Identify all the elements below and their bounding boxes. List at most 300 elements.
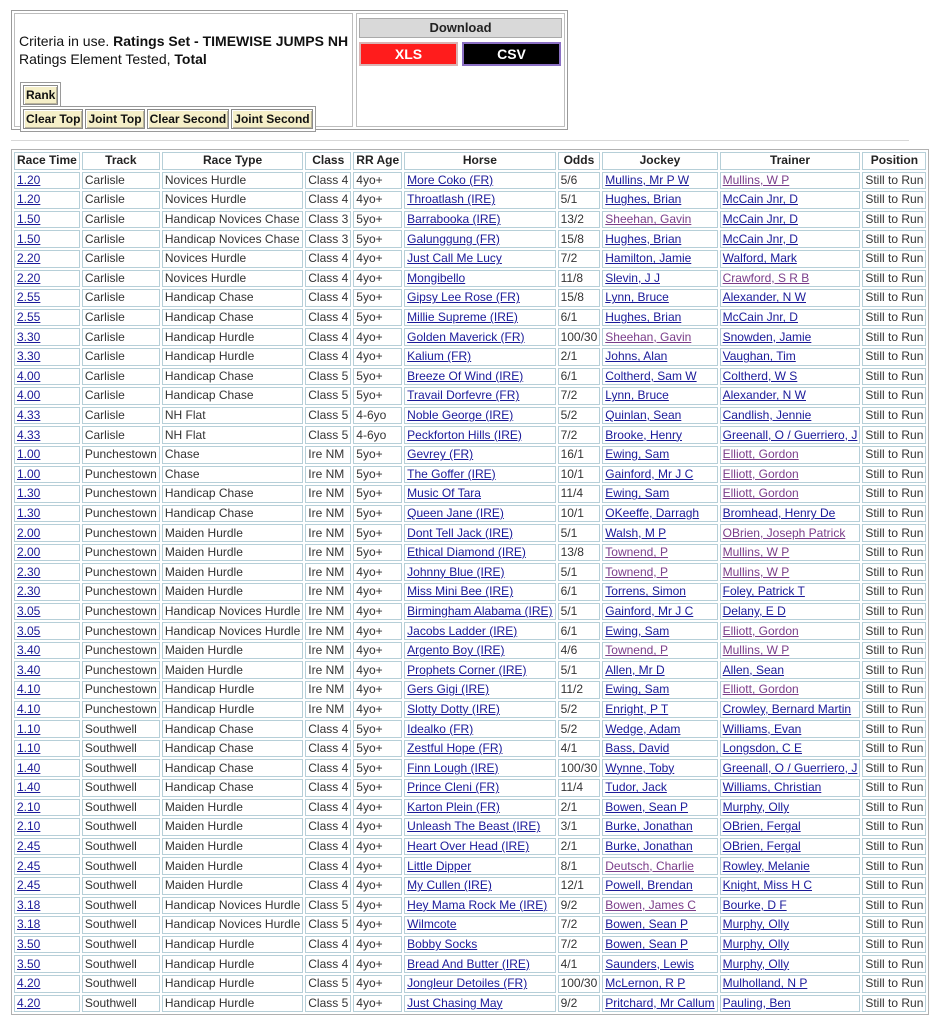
race-time-link[interactable]: 2.30 (17, 584, 41, 599)
horse-link[interactable]: Travail Dorfevre (FR) (407, 388, 520, 403)
jockey-link[interactable]: Townend, P (605, 643, 668, 658)
cell-track: Punchestown (82, 524, 160, 542)
jockey-link[interactable]: Coltherd, Sam W (605, 368, 697, 383)
cell-track: Southwell (82, 740, 160, 758)
cell-race-type: Maiden Hurdle (162, 857, 303, 875)
cell-jockey (602, 936, 717, 954)
cell-odds: 11/4 (558, 779, 601, 797)
cell-race-time (14, 211, 80, 229)
cell-horse (404, 524, 555, 542)
race-time-link[interactable]: 1.30 (17, 486, 41, 501)
clear-top-button[interactable]: Clear Top (23, 109, 83, 129)
cell-class: Class 4 (305, 955, 351, 973)
trainer-link[interactable]: Longsdon, C E (722, 741, 803, 756)
cell-jockey (602, 622, 717, 640)
trainer-link[interactable]: Mullins, W P (722, 545, 790, 560)
trainer-link[interactable]: Greenall, O / Guerriero, J (722, 427, 858, 442)
race-time-link[interactable]: 4.10 (17, 701, 41, 716)
cell-race-time (14, 172, 80, 190)
jockey-link[interactable]: McLernon, R P (605, 976, 686, 991)
horse-link[interactable]: Just Chasing May (407, 995, 503, 1010)
column-header-jockey: Jockey (602, 152, 717, 170)
jockey-link[interactable]: Bowen, Sean P (605, 799, 688, 814)
race-time-link[interactable]: 3.40 (17, 643, 41, 658)
table-row (14, 622, 926, 640)
horse-link[interactable]: Galunggung (FR) (407, 231, 500, 246)
header-row (14, 152, 926, 170)
horse-link[interactable]: Mongibello (407, 270, 466, 285)
race-time-link[interactable]: 4.10 (17, 682, 41, 697)
race-time-link[interactable]: 2.10 (17, 799, 41, 814)
race-time-link[interactable]: 1.50 (17, 212, 41, 227)
jockey-link[interactable]: Johns, Alan (605, 349, 668, 364)
column-header-trainer: Trainer (720, 152, 861, 170)
cell-trainer (720, 818, 861, 836)
jockey-link[interactable]: Gainford, Mr J C (605, 466, 694, 481)
jockey-link[interactable]: Hamilton, Jamie (605, 251, 692, 266)
jockey-link[interactable]: Wedge, Adam (605, 721, 681, 736)
cell-jockey (602, 328, 717, 346)
joint-second-button[interactable]: Joint Second (231, 109, 312, 129)
cell-track: Carlisle (82, 387, 160, 405)
trainer-link[interactable]: Candlish, Jennie (722, 408, 812, 423)
race-time-link[interactable]: 4.33 (17, 408, 41, 423)
trainer-link[interactable]: McCain Jnr, D (722, 231, 798, 246)
trainer-link[interactable]: Bromhead, Henry De (722, 505, 836, 520)
horse-link[interactable]: Hey Mama Rock Me (IRE) (407, 897, 548, 912)
cell-race-type: Handicap Chase (162, 485, 303, 503)
horse-link[interactable]: Little Dipper (407, 858, 472, 873)
jockey-link[interactable]: Ewing, Sam (605, 447, 670, 462)
cell-jockey (602, 289, 717, 307)
cell-jockey (602, 250, 717, 268)
cell-position: Still to Run (862, 563, 926, 581)
download-xls-button[interactable]: XLS (359, 42, 458, 66)
jockey-link[interactable]: Pritchard, Mr Callum (605, 995, 715, 1010)
race-time-link[interactable]: 2.00 (17, 545, 41, 560)
trainer-link[interactable]: Alexander, N W (722, 290, 806, 305)
cell-race-type: Handicap Novices Hurdle (162, 622, 303, 640)
cell-jockey (602, 720, 717, 738)
jockey-link[interactable]: Mullins, Mr P W (605, 172, 690, 187)
jockey-link[interactable]: Bowen, James C (605, 897, 696, 912)
horse-link[interactable]: Heart Over Head (IRE) (407, 839, 530, 854)
cell-race-type: Handicap Novices Hurdle (162, 897, 303, 915)
horse-link[interactable]: Johnny Blue (IRE) (407, 564, 505, 579)
trainer-link[interactable]: Murphy, Olly (722, 799, 790, 814)
cell-jockey (602, 172, 717, 190)
jockey-link[interactable]: Bass, David (605, 741, 670, 756)
cell-race-type: Chase (162, 466, 303, 484)
horse-link[interactable]: The Goffer (IRE) (407, 466, 496, 481)
cell-track: Carlisle (82, 211, 160, 229)
cell-race-time (14, 955, 80, 973)
cell-position: Still to Run (862, 642, 926, 660)
cell-race-time (14, 661, 80, 679)
cell-rr-age: 5yo+ (353, 740, 402, 758)
cell-horse (404, 975, 555, 993)
cell-jockey (602, 524, 717, 542)
race-time-link[interactable]: 4.00 (17, 368, 41, 383)
table-row (14, 211, 926, 229)
trainer-link[interactable]: Vaughan, Tim (722, 349, 796, 364)
race-time-link[interactable]: 4.00 (17, 388, 41, 403)
race-time-link[interactable]: 4.20 (17, 995, 41, 1010)
horse-link[interactable]: Idealko (FR) (407, 721, 474, 736)
jockey-link[interactable]: Enright, P T (605, 701, 669, 716)
trainer-link[interactable]: Murphy, Olly (722, 937, 790, 952)
cell-jockey (602, 544, 717, 562)
cell-race-time (14, 426, 80, 444)
cell-odds: 15/8 (558, 289, 601, 307)
race-time-link[interactable]: 1.40 (17, 760, 41, 775)
horse-link[interactable]: Kalium (FR) (407, 349, 472, 364)
cell-position: Still to Run (862, 995, 926, 1013)
race-time-link[interactable]: 3.30 (17, 329, 41, 344)
column-header-class: Class (305, 152, 351, 170)
cell-position: Still to Run (862, 387, 926, 405)
trainer-link[interactable]: McCain Jnr, D (722, 310, 798, 325)
cell-race-time (14, 622, 80, 640)
race-time-link[interactable]: 3.40 (17, 662, 41, 677)
cell-race-type: Handicap Chase (162, 368, 303, 386)
trainer-link[interactable]: Elliott, Gordon (722, 447, 799, 462)
cell-jockey (602, 642, 717, 660)
jockey-link[interactable]: Lynn, Bruce (605, 290, 669, 305)
race-time-link[interactable]: 1.00 (17, 466, 41, 481)
cell-rr-age: 5yo+ (353, 230, 402, 248)
cell-horse (404, 505, 555, 523)
horse-link[interactable]: Just Call Me Lucy (407, 251, 502, 266)
trainer-link[interactable]: Alexander, N W (722, 388, 806, 403)
cell-horse (404, 289, 555, 307)
jockey-link[interactable]: Hughes, Brian (605, 310, 682, 325)
trainer-link[interactable]: Greenall, O / Guerriero, J (722, 760, 858, 775)
cell-class: Class 5 (305, 387, 351, 405)
race-time-link[interactable]: 3.50 (17, 937, 41, 952)
column-header-race-time: Race Time (14, 152, 80, 170)
trainer-link[interactable]: Williams, Evan (722, 721, 802, 736)
cell-position: Still to Run (862, 720, 926, 738)
cell-position: Still to Run (862, 446, 926, 464)
race-time-link[interactable]: 3.30 (17, 349, 41, 364)
trainer-link[interactable]: Mullins, W P (722, 564, 790, 579)
cell-jockey (602, 191, 717, 209)
cell-odds: 7/2 (558, 426, 601, 444)
horse-link[interactable]: Prophets Corner (IRE) (407, 662, 527, 677)
trainer-link[interactable]: Knight, Miss H C (722, 878, 812, 893)
jockey-link[interactable]: Walsh, M P (605, 525, 667, 540)
race-time-link[interactable]: 2.30 (17, 564, 41, 579)
trainer-link[interactable]: Elliott, Gordon (722, 623, 799, 638)
cell-position: Still to Run (862, 897, 926, 915)
cell-rr-age: 5yo+ (353, 485, 402, 503)
column-header-track: Track (82, 152, 160, 170)
cell-odds: 5/1 (558, 524, 601, 542)
horse-link[interactable]: More Coko (FR) (407, 172, 494, 187)
cell-trainer (720, 975, 861, 993)
cell-odds: 6/1 (558, 622, 601, 640)
race-time-link[interactable]: 2.20 (17, 251, 41, 266)
horse-link[interactable]: Finn Lough (IRE) (407, 760, 499, 775)
cell-race-time (14, 838, 80, 856)
race-time-link[interactable]: 1.10 (17, 721, 41, 736)
horse-link[interactable]: Ethical Diamond (IRE) (407, 545, 526, 560)
horse-link[interactable]: Argento Boy (IRE) (407, 643, 505, 658)
trainer-link[interactable]: Murphy, Olly (722, 956, 790, 971)
trainer-link[interactable]: Williams, Christian (722, 780, 822, 795)
horse-link[interactable]: Miss Mini Bee (IRE) (407, 584, 514, 599)
cell-race-time (14, 740, 80, 758)
race-time-link[interactable]: 2.45 (17, 858, 41, 873)
cell-class: Ire NM (305, 563, 351, 581)
trainer-link[interactable]: OBrien, Fergal (722, 819, 801, 834)
horse-link[interactable]: Zestful Hope (FR) (407, 741, 503, 756)
horse-link[interactable]: Bobby Socks (407, 937, 478, 952)
cell-class: Ire NM (305, 622, 351, 640)
jockey-link[interactable]: Quinlan, Sean (605, 408, 682, 423)
cell-race-time (14, 505, 80, 523)
jockey-link[interactable]: Lynn, Bruce (605, 388, 669, 403)
horse-link[interactable]: Gers Gigi (IRE) (407, 682, 490, 697)
download-csv-button[interactable]: CSV (462, 42, 561, 66)
race-time-link[interactable]: 2.45 (17, 839, 41, 854)
jockey-link[interactable]: Ewing, Sam (605, 486, 670, 501)
jockey-link[interactable]: Hughes, Brian (605, 231, 682, 246)
cell-jockey (602, 838, 717, 856)
race-time-link[interactable]: 2.55 (17, 310, 41, 325)
table-row (14, 701, 926, 719)
jockey-link[interactable]: Torrens, Simon (605, 584, 686, 599)
horse-link[interactable]: My Cullen (IRE) (407, 878, 492, 893)
cell-odds: 5/1 (558, 603, 601, 621)
horse-link[interactable]: Jongleur Detoiles (FR) (407, 976, 528, 991)
cell-odds: 4/1 (558, 955, 601, 973)
trainer-link[interactable]: Mulholland, N P (722, 976, 808, 991)
cell-trainer (720, 877, 861, 895)
cell-horse (404, 995, 555, 1013)
horse-link[interactable]: Unleash The Beast (IRE) (407, 819, 541, 834)
race-time-link[interactable]: 3.05 (17, 623, 41, 638)
horse-link[interactable]: Noble George (IRE) (407, 408, 514, 423)
jockey-link[interactable]: Brooke, Henry (605, 427, 682, 442)
trainer-link[interactable]: Snowden, Jamie (722, 329, 812, 344)
trainer-link[interactable]: Coltherd, W S (722, 368, 798, 383)
horse-link[interactable]: Bread And Butter (IRE) (407, 956, 530, 971)
horse-link[interactable]: Queen Jane (IRE) (407, 505, 504, 520)
race-time-link[interactable]: 2.20 (17, 270, 41, 285)
horse-link[interactable]: Karton Plein (FR) (407, 799, 500, 814)
race-time-link[interactable]: 1.20 (17, 192, 41, 207)
cell-odds: 11/4 (558, 485, 601, 503)
jockey-link[interactable]: Gainford, Mr J C (605, 603, 694, 618)
cell-jockey (602, 387, 717, 405)
trainer-link[interactable]: Walford, Mark (722, 251, 797, 266)
trainer-link[interactable]: Rowley, Melanie (722, 858, 810, 873)
race-time-link[interactable]: 2.45 (17, 878, 41, 893)
cell-trainer (720, 289, 861, 307)
race-time-link[interactable]: 3.18 (17, 897, 41, 912)
cell-horse (404, 603, 555, 621)
trainer-link[interactable]: Elliott, Gordon (722, 466, 799, 481)
jockey-link[interactable]: Slevin, J J (605, 270, 660, 285)
horse-link[interactable]: Slotty Dotty (IRE) (407, 701, 500, 716)
table-row (14, 387, 926, 405)
jockey-link[interactable]: Burke, Jonathan (605, 839, 693, 854)
cell-horse (404, 857, 555, 875)
clear-second-button[interactable]: Clear Second (147, 109, 230, 129)
horse-link[interactable]: Gipsy Lee Rose (FR) (407, 290, 520, 305)
trainer-link[interactable]: Bourke, D F (722, 897, 787, 912)
rank-button[interactable]: Rank (23, 85, 58, 105)
cell-trainer (720, 622, 861, 640)
jockey-link[interactable]: Ewing, Sam (605, 623, 670, 638)
horse-link[interactable]: Millie Supreme (IRE) (407, 310, 518, 325)
cell-rr-age: 4yo+ (353, 622, 402, 640)
cell-horse (404, 642, 555, 660)
cell-trainer (720, 995, 861, 1013)
race-time-link[interactable]: 4.33 (17, 427, 41, 442)
cell-odds: 100/30 (558, 759, 601, 777)
trainer-link[interactable]: McCain Jnr, D (722, 192, 798, 207)
horse-link[interactable]: Wilmcote (407, 917, 457, 932)
race-time-link[interactable]: 1.30 (17, 505, 41, 520)
cell-jockey (602, 309, 717, 327)
cell-jockey (602, 446, 717, 464)
cell-rr-age: 4yo+ (353, 603, 402, 621)
cell-rr-age: 5yo+ (353, 524, 402, 542)
cell-race-time (14, 563, 80, 581)
jockey-link[interactable]: Wynne, Toby (605, 760, 675, 775)
jockey-link[interactable]: Townend, P (605, 564, 668, 579)
race-time-link[interactable]: 3.18 (17, 917, 41, 932)
jockey-link[interactable]: Townend, P (605, 545, 668, 560)
trainer-link[interactable]: McCain Jnr, D (722, 212, 798, 227)
cell-odds: 8/1 (558, 857, 601, 875)
trainer-link[interactable]: Foley, Patrick T (722, 584, 805, 599)
jockey-link[interactable]: Burke, Jonathan (605, 819, 693, 834)
joint-top-button[interactable]: Joint Top (85, 109, 144, 129)
horse-link[interactable]: Peckforton Hills (IRE) (407, 427, 522, 442)
cell-horse (404, 309, 555, 327)
trainer-link[interactable]: Elliott, Gordon (722, 486, 799, 501)
cell-race-time (14, 583, 80, 601)
cell-race-time (14, 897, 80, 915)
horse-link[interactable]: Music Of Tara (407, 486, 481, 501)
trainer-link[interactable]: OBrien, Fergal (722, 839, 801, 854)
cell-jockey (602, 701, 717, 719)
column-header-position: Position (862, 152, 926, 170)
trainer-link[interactable]: Allen, Sean (722, 662, 785, 677)
horse-link[interactable]: Jacobs Ladder (IRE) (407, 623, 518, 638)
race-time-link[interactable]: 3.05 (17, 603, 41, 618)
cell-race-type: Handicap Chase (162, 759, 303, 777)
horse-link[interactable]: Breeze Of Wind (IRE) (407, 368, 524, 383)
horse-link[interactable]: Birmingham Alabama (IRE) (407, 603, 553, 618)
cell-horse (404, 485, 555, 503)
race-time-link[interactable]: 2.55 (17, 290, 41, 305)
jockey-link[interactable]: Allen, Mr D (605, 662, 665, 677)
jockey-link[interactable]: Saunders, Lewis (605, 956, 694, 971)
trainer-link[interactable]: Mullins, W P (722, 172, 790, 187)
trainer-link[interactable]: Crawford, S R B (722, 270, 810, 285)
trainer-link[interactable]: Mullins, W P (722, 643, 790, 658)
horse-link[interactable]: Gevrey (FR) (407, 447, 474, 462)
cell-odds: 6/1 (558, 309, 601, 327)
jockey-link[interactable]: Bowen, Sean P (605, 937, 688, 952)
race-time-link[interactable]: 1.40 (17, 780, 41, 795)
table-row (14, 368, 926, 386)
cell-jockey (602, 563, 717, 581)
cell-trainer (720, 897, 861, 915)
jockey-link[interactable]: Sheehan, Gavin (605, 329, 692, 344)
trainer-link[interactable]: Murphy, Olly (722, 917, 790, 932)
race-time-link[interactable]: 2.00 (17, 525, 41, 540)
jockey-link[interactable]: Sheehan, Gavin (605, 212, 692, 227)
jockey-link[interactable]: Bowen, Sean P (605, 917, 688, 932)
horse-link[interactable]: Golden Maverick (FR) (407, 329, 525, 344)
table-row (14, 759, 926, 777)
cell-horse (404, 387, 555, 405)
cell-position: Still to Run (862, 505, 926, 523)
trainer-link[interactable]: Elliott, Gordon (722, 682, 799, 697)
cell-horse (404, 759, 555, 777)
jockey-link[interactable]: Tudor, Jack (605, 780, 667, 795)
trainer-link[interactable]: Delany, E D (722, 603, 786, 618)
cell-odds: 6/1 (558, 368, 601, 386)
race-time-link[interactable]: 1.10 (17, 741, 41, 756)
horse-link[interactable]: Prince Cleni (FR) (407, 780, 500, 795)
trainer-link[interactable]: OBrien, Joseph Patrick (722, 525, 846, 540)
horse-link[interactable]: Throatlash (IRE) (407, 192, 496, 207)
trainer-link[interactable]: Pauling, Ben (722, 995, 791, 1010)
cell-class: Class 4 (305, 759, 351, 777)
cell-class: Class 4 (305, 289, 351, 307)
cell-jockey (602, 955, 717, 973)
cell-race-type: Novices Hurdle (162, 250, 303, 268)
cell-horse (404, 348, 555, 366)
race-time-link[interactable]: 1.00 (17, 447, 41, 462)
jockey-link[interactable]: Ewing, Sam (605, 682, 670, 697)
trainer-link[interactable]: Crowley, Bernard Martin (722, 701, 852, 716)
horse-link[interactable]: Barrabooka (IRE) (407, 212, 501, 227)
race-time-link[interactable]: 1.20 (17, 172, 41, 187)
jockey-link[interactable]: Deutsch, Charlie (605, 858, 694, 873)
cell-trainer (720, 955, 861, 973)
jockey-link[interactable]: Hughes, Brian (605, 192, 682, 207)
table-row (14, 485, 926, 503)
cell-position: Still to Run (862, 955, 926, 973)
cell-rr-age: 4yo+ (353, 818, 402, 836)
cell-trainer (720, 348, 861, 366)
race-time-link[interactable]: 1.50 (17, 231, 41, 246)
cell-rr-age: 4yo+ (353, 681, 402, 699)
cell-trainer (720, 191, 861, 209)
results-table (11, 149, 929, 1015)
jockey-link[interactable]: Powell, Brendan (605, 878, 693, 893)
cell-rr-age: 4yo+ (353, 916, 402, 934)
horse-link[interactable]: Dont Tell Jack (IRE) (407, 525, 513, 540)
race-time-link[interactable]: 3.50 (17, 956, 41, 971)
jockey-link[interactable]: OKeeffe, Darragh (605, 505, 700, 520)
criteria-panel (11, 10, 568, 130)
column-header-odds: Odds (558, 152, 601, 170)
race-time-link[interactable]: 4.20 (17, 976, 41, 991)
cell-class: Class 5 (305, 897, 351, 915)
cell-race-time (14, 289, 80, 307)
cell-race-type: Novices Hurdle (162, 270, 303, 288)
race-time-link[interactable]: 2.10 (17, 819, 41, 834)
